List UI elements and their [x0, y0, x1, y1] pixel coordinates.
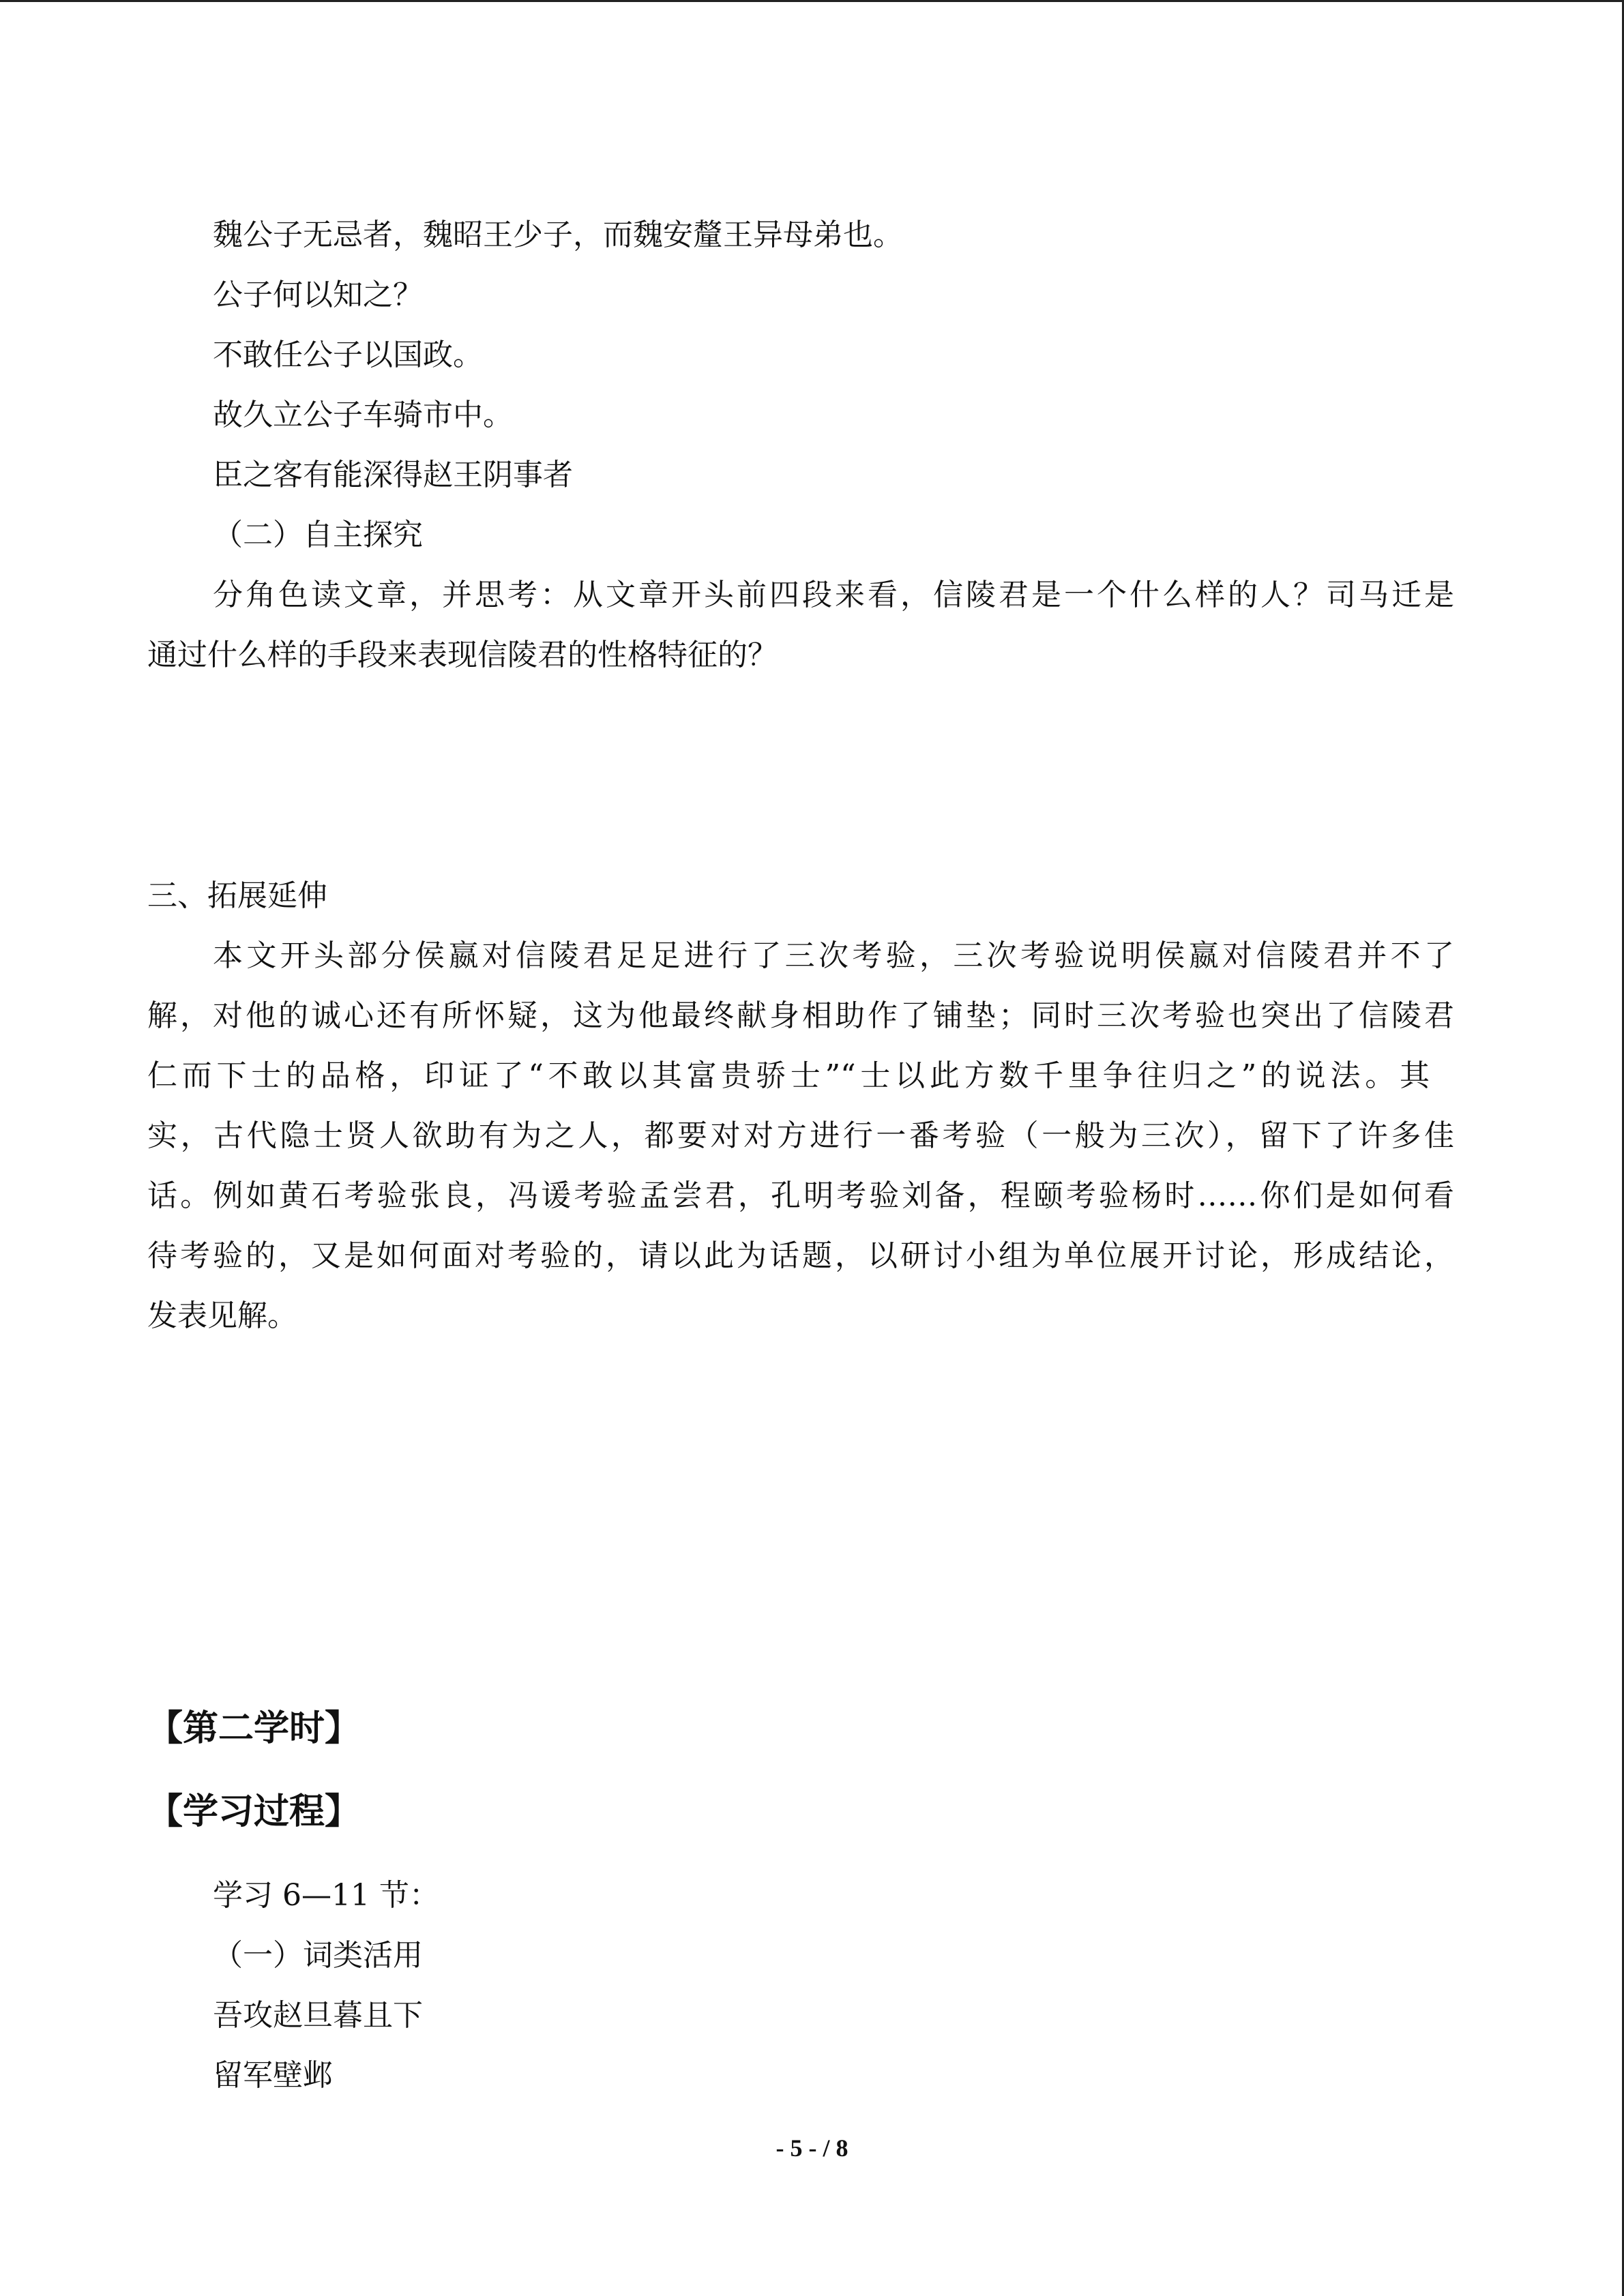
- page-number: - 5 - / 8: [776, 2134, 848, 2162]
- lesson-line: （一）词类活用: [213, 1938, 423, 1973]
- sentence-line: 公子何以知之？: [213, 278, 423, 312]
- sentence-line: 魏公子无忌者，魏昭王少子，而魏安釐王异母弟也。: [213, 218, 903, 252]
- lesson-line: 学习 6—11 节：: [213, 1878, 439, 1913]
- paragraph-line: 待考验的，又是如何面对考验的，请以此为话题，以研讨小组为单位展开讨论，形成结论，: [147, 1238, 1454, 1273]
- sentence-line: 不敢任公子以国政。: [213, 338, 483, 372]
- lesson-line: 吾攻赵旦暮且下: [213, 1998, 423, 2033]
- sentence-line: 故久立公子车骑市中。: [213, 398, 513, 432]
- paragraph-line: 本文开头部分侯嬴对信陵君足足进行了三次考验，三次考验说明侯嬴对信陵君并不了: [213, 938, 1454, 973]
- section-heading-extension: 三、拓展延伸: [147, 878, 327, 913]
- lesson-two-heading: 【第二学时】: [147, 1708, 361, 1749]
- paragraph-line: 发表见解。: [147, 1298, 297, 1333]
- paragraph-line: 仁而下士的品格，印证了“不敢以其富贵骄士”“士以此方数千里争往归之”的说法。其: [147, 1058, 1430, 1093]
- question-line: 分角色读文章，并思考：从文章开头前四段来看，信陵君是一个什么样的人？司马迁是: [213, 578, 1454, 612]
- subheading-self-inquiry: （二）自主探究: [213, 518, 423, 552]
- lesson-line: 留军壁邺: [213, 2058, 333, 2093]
- paragraph-line: 话。例如黄石考验张良，冯谖考验孟尝君，孔明考验刘备，程颐考验杨时……你们是如何看: [147, 1178, 1454, 1213]
- sentence-line: 臣之客有能深得赵王阴事者: [213, 458, 573, 492]
- paragraph-line: 解，对他的诚心还有所怀疑，这为他最终献身相助作了铺垫；同时三次考验也突出了信陵君: [147, 998, 1454, 1033]
- learning-process-heading: 【学习过程】: [147, 1791, 361, 1832]
- paragraph-line: 实，古代隐士贤人欲助有为之人，都要对对方进行一番考验（一般为三次），留下了许多佳: [147, 1118, 1454, 1153]
- question-line: 通过什么样的手段来表现信陵君的性格特征的？: [147, 638, 778, 672]
